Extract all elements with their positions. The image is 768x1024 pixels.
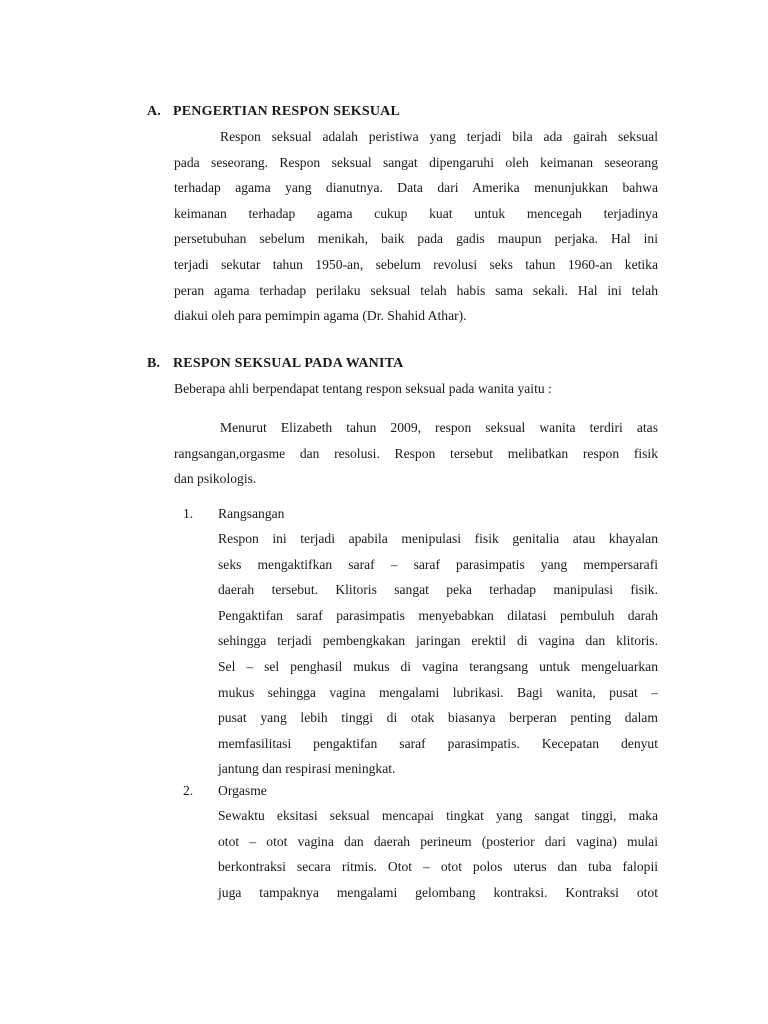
list-item-number: 1. xyxy=(183,506,194,521)
section-a-paragraph xyxy=(174,124,658,329)
paragraph-line: seks mengaktifkan saraf – saraf parasimpatis yang mempersarafi xyxy=(218,556,658,572)
list-item-title: Orgasme xyxy=(218,783,267,798)
paragraph-line: peran agama terhadap perilaku seksual telah habis sama sekali. Hal ini telah xyxy=(174,282,658,298)
paragraph-line: dan psikologis. xyxy=(174,471,257,487)
list-item-body xyxy=(218,803,658,905)
paragraph-line: juga tampaknya mengalami gelombang kontraksi. Kontraksi otot xyxy=(218,884,658,900)
paragraph-line: pusat yang lebih tinggi di otak biasanya berperan penting dalam xyxy=(218,710,658,726)
section-b-paragraph xyxy=(174,415,658,492)
list-item-body xyxy=(218,526,658,782)
section-a-title: PENGERTIAN RESPON SEKSUAL xyxy=(173,104,400,119)
paragraph-line: terjadi sekutar tahun 1950-an, sebelum revolusi seks tahun 1960-an ketika xyxy=(174,256,658,272)
paragraph-line: daerah tersebut. Klitoris sangat peka terhadap manipulasi fisik. xyxy=(218,582,658,598)
paragraph-line: Sel – sel penghasil mukus di vagina terangsang untuk mengeluarkan xyxy=(218,658,658,674)
paragraph-line: berkontraksi secara ritmis. Otot – otot polos uterus dan tuba falopii xyxy=(218,859,658,875)
paragraph-line: Respon seksual adalah peristiwa yang terjadi bila ada gairah seksual xyxy=(220,129,658,144)
section-b-intro xyxy=(174,376,658,402)
paragraph-line: mukus sehingga vagina mengalami lubrikasi. Bagi wanita, pusat – xyxy=(218,684,658,700)
list-item-title: Rangsangan xyxy=(218,506,285,521)
paragraph-line: Pengaktifan saraf parasimpatis menyebabkan dilatasi pembuluh darah xyxy=(218,607,658,623)
paragraph-line: keimanan terhadap agama cukup kuat untuk mencegah terjadinya xyxy=(174,205,658,221)
list-item-number: 2. xyxy=(183,783,194,798)
paragraph-line: Respon ini terjadi apabila menipulasi fisik genitalia atau khayalan xyxy=(218,531,658,546)
paragraph-line: rangsangan,orgasme dan resolusi. Respon tersebut melibatkan respon fisik xyxy=(174,445,658,461)
section-b-letter: B. xyxy=(147,356,161,371)
paragraph-line: diakui oleh para pemimpin agama (Dr. Shahid Athar). xyxy=(174,308,467,324)
section-a-letter: A. xyxy=(147,104,162,119)
intro-line: Beberapa ahli berpendapat tentang respon seksual pada wanita yaitu : xyxy=(174,381,552,396)
paragraph-line: Sewaktu eksitasi seksual mencapai tingkat yang sangat tinggi, maka xyxy=(218,808,658,823)
section-b-heading xyxy=(147,356,403,372)
paragraph-line: terhadap agama yang dianutnya. Data dari Amerika menunjukkan bahwa xyxy=(174,180,658,196)
paragraph-line: persetubuhan sebelum menikah, baik pada gadis maupun perjaka. Hal ini xyxy=(174,231,658,247)
paragraph-line: otot – otot vagina dan daerah perineum (posterior dari vagina) mulai xyxy=(218,833,658,849)
section-a-heading xyxy=(147,104,400,120)
paragraph-line: pada seseorang. Respon seksual sangat dipengaruhi oleh keimanan seseorang xyxy=(174,154,658,170)
paragraph-line: memfasilitasi pengaktifan saraf parasimpatis. Kecepatan denyut xyxy=(218,735,658,751)
paragraph-line: jantung dan respirasi meningkat. xyxy=(218,761,396,777)
paragraph-line: Menurut Elizabeth tahun 2009, respon seksual wanita terdiri atas xyxy=(220,420,658,435)
paragraph-line: sehingga terjadi pembengkakan jaringan erektil di vagina dan klitoris. xyxy=(218,633,658,649)
section-b-title: RESPON SEKSUAL PADA WANITA xyxy=(173,356,404,371)
